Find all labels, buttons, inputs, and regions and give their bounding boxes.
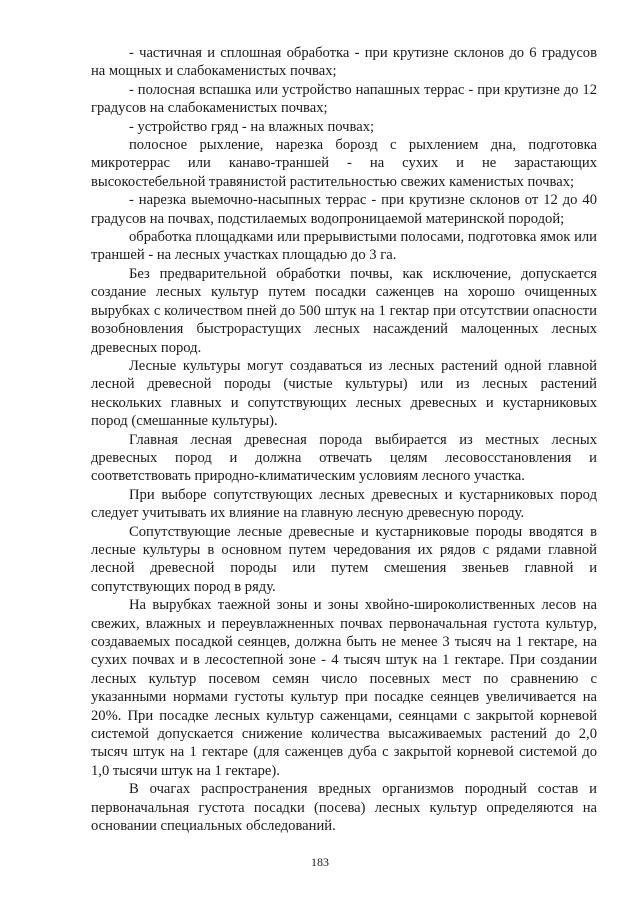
- paragraph: Сопутствующие лесные древесные и кустарниковые породы вводятся в лесные культуры в основном путем чередования их рядов с рядами главной лесной древесной породы или путем смешения звеньев главной и сопутствующих пород в ряду.: [91, 523, 597, 595]
- paragraph: В очагах распространения вредных организмов породный состав и первоначальная густота посадки (посева) лесных культур определяются на основании специальных обследований.: [91, 781, 597, 835]
- paragraph: полосное рыхление, нарезка борозд с рыхлением дна, подготовка микротеррас или канаво-траншей - на сухих и не зарастающих высокостебельной травянистой растительностью свежих каменистых почвах;: [91, 137, 597, 190]
- paragraph: На вырубках таежной зоны и зоны хвойно-широколиственных лесов на свежих, влажных и переувлажненных почвах первоначальная густота культур, создаваемых посадкой сеянцев, должна быть не менее 3 тысяч на 1 гектаре, на сухих почвах и в лесостепной зоне - 4 тысяч штук на 1 гектаре. При создании лесных культур посевом семян число посевных мест по сравнению с указанными нормами густоты культур при посадке сеянцев увеличивается на 20%. При посадке лесных культур саженцами, сеянцами с закрытой корневой системой допускается снижение количества высаживаемых растений до 2,0 тысяч штук на 1 гектаре (для саженцев дуба с закрытой корневой системой до 1,0 тысячи штук на 1 гектаре).: [91, 597, 597, 779]
- paragraph: - устройство гряд - на влажных почвах;: [129, 118, 375, 135]
- paragraph: - полосная вспашка или устройство напашных террас - при крутизне до 12 градусов на слабокаменистых почвах;: [91, 81, 597, 117]
- page-number: 183: [311, 855, 329, 869]
- paragraph: Без предварительной обработки почвы, как исключение, допускается создание лесных культур путем посадки саженцев на хорошо очищенных вырубках с количеством пней до 500 штук на 1 гектар при отсутствии опасности возобновления быстрорастущих лесных насаждений малоценных лесных древесных пород.: [91, 265, 597, 356]
- paragraph: При выборе сопутствующих лесных древесных и кустарниковых пород следует учитывать их влияние на главную лесную древесную породу.: [91, 486, 597, 522]
- paragraph: - нарезка выемочно-насыпных террас - при крутизне склонов от 12 до 40 градусов на почвах, подстилаемых водопроницаемой материнской породой;: [91, 192, 597, 227]
- paragraph: - частичная и сплошная обработка - при крутизне склонов до 6 градусов на мощных и слабокаменистых почвах;: [91, 45, 597, 80]
- document-body: [91, 44, 597, 835]
- paragraph: обработка площадками или прерывистыми полосами, подготовка ямок или траншей - на лесных участках площадью до 3 га.: [91, 229, 597, 264]
- paragraph: Главная лесная древесная порода выбирается из местных лесных древесных пород и должна отвечать целям лесовосстановления и соответствовать природно-климатическим условиям лесного участка.: [91, 431, 597, 485]
- paragraph: Лесные культуры могут создаваться из лесных растений одной главной лесной древесной породы (чистые культуры) или из лесных растений нескольких главных и сопутствующих лесных древесных и кустарниковых пород (смешанные культуры).: [91, 357, 597, 430]
